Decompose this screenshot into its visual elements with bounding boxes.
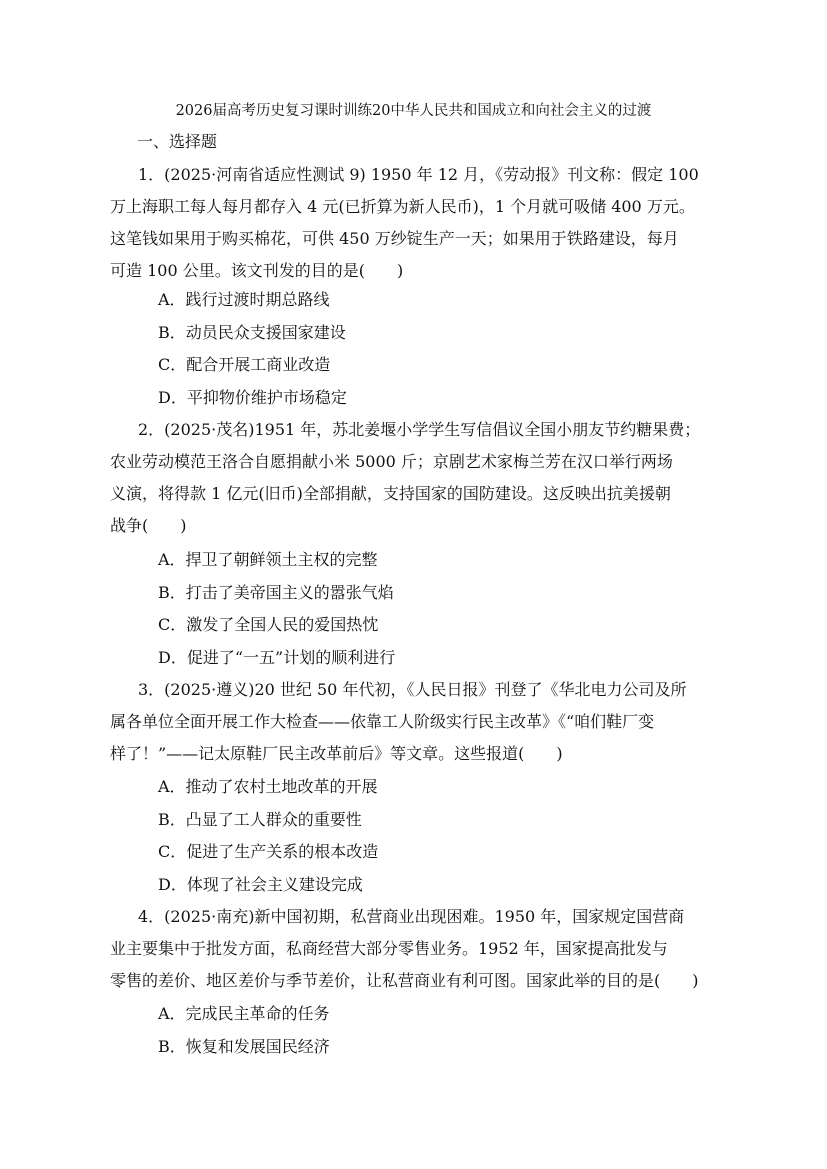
question-3-option-c: C．促进了生产关系的根本改造 <box>158 842 379 861</box>
question-2-option-b: B．打击了美帝国主义的嚣张气焰 <box>158 583 394 602</box>
question-line: 这笔钱如果用于购买棉花，可供 450 万纱锭生产一天；如果用于铁路建设，每月 <box>110 229 679 248</box>
section-heading: 一、选择题 <box>137 132 218 151</box>
question-3-option-d: D．体现了社会主义建设完成 <box>158 875 363 894</box>
question-2-option-d: D．促进了“一五”计划的顺利进行 <box>158 648 396 667</box>
question-line: 业主要集中于批发方面，私商经营大部分零售业务。1952 年，国家提高批发与 <box>110 939 668 958</box>
question-line: 样了！”——记太原鞋厂民主改革前后》等文章。这些报道( ) <box>110 744 563 763</box>
question-line: 零售的差价、地区差价与季节差价，让私营商业有利可图。国家此举的目的是( ) <box>110 971 699 990</box>
question-3-stem <box>110 674 720 770</box>
question-3-option-b: B．凸显了工人群众的重要性 <box>158 810 362 829</box>
question-2-option-a: A．捍卫了朝鲜领土主权的完整 <box>158 550 378 569</box>
question-1-option-a: A．践行过渡时期总路线 <box>158 290 330 309</box>
question-1-stem <box>110 159 720 287</box>
question-line: 2．(2025·茂名)1951 年，苏北姜堰小学学生写信倡议全国小朋友节约糖果费； <box>138 420 701 439</box>
question-line: 4．(2025·南充)新中国初期，私营商业出现困难。1950 年，国家规定国营商 <box>138 907 685 926</box>
question-1-option-c: C．配合开展工商业改造 <box>158 355 331 374</box>
question-line: 3．(2025·遵义)20 世纪 50 年代初，《人民日报》刊登了《华北电力公司及所 <box>138 680 687 699</box>
question-1-option-b: B．动员民众支援国家建设 <box>158 323 346 342</box>
question-3-option-a: A．推动了农村土地改革的开展 <box>158 777 378 796</box>
question-4-option-b: B．恢复和发展国民经济 <box>158 1037 330 1056</box>
question-2-stem <box>110 414 720 542</box>
question-2-option-c: C．激发了全国人民的爱国热忱 <box>158 615 379 634</box>
question-line: 义演，将得款 1 亿元(旧币)全部捐献，支持国家的国防建设。这反映出抗美援朝 <box>110 484 671 503</box>
question-line: 属各单位全面开展工作大检查——依靠工人阶级实行民主改革》《“咱们鞋厂变 <box>110 712 655 731</box>
question-4-option-a: A．完成民主革命的任务 <box>158 1004 330 1023</box>
question-line: 1．(2025·河南省适应性测试 9) 1950 年 12 月，《劳动报》刊文称：假定 100 <box>138 165 699 184</box>
question-line: 可造 100 公里。该文刊发的目的是( ) <box>110 261 404 280</box>
page-title: 2026届高考历史复习课时训练20中华人民共和国成立和向社会主义的过渡 <box>175 103 652 119</box>
question-line: 万上海职工每人每月都存入 4 元(已折算为新人民币)，1 个月就可吸储 400 万元。 <box>110 197 695 216</box>
question-1-option-d: D．平抑物价维护市场稳定 <box>158 388 347 407</box>
question-line: 战争( ) <box>110 516 187 535</box>
question-line: 农业劳动模范王洛合自愿捐献小米 5000 斤；京剧艺术家梅兰芳在汉口举行两场 <box>110 452 673 471</box>
question-4-stem <box>110 901 720 997</box>
